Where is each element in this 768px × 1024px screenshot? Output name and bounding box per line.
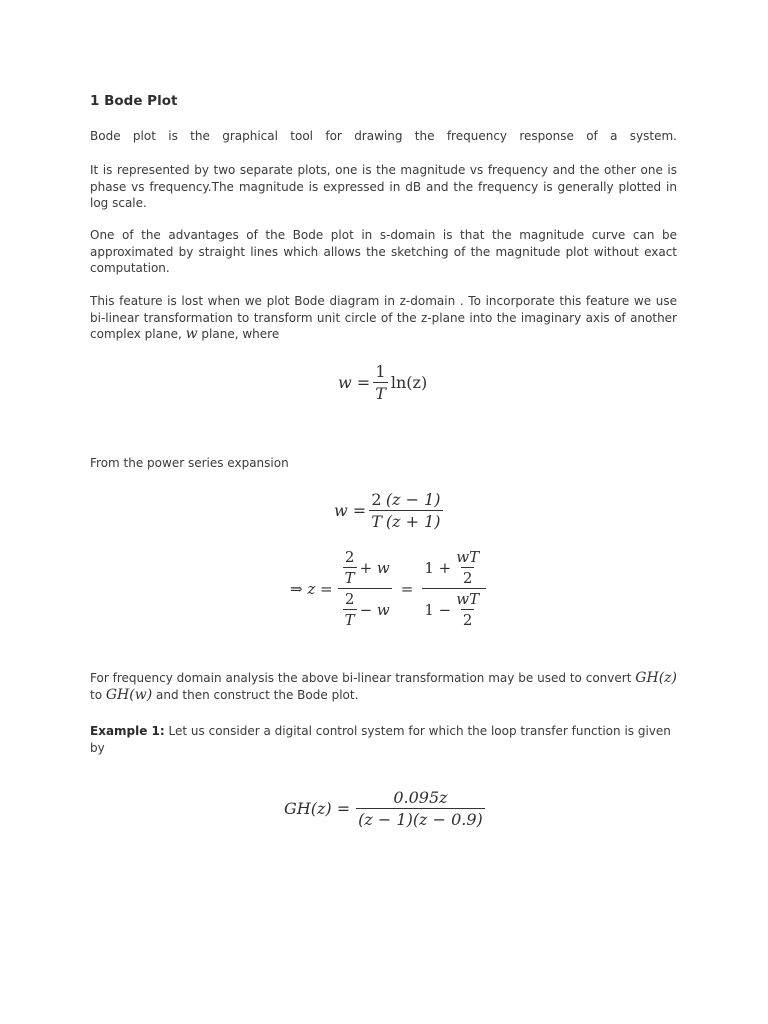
equation-w-bilinear [334,490,446,531]
eq2-lhs: w = [334,501,367,520]
eq1-denominator: T [375,384,386,403]
paragraph-convert [90,670,677,703]
w-variable: w [185,326,198,342]
paragraph-z-domain [90,293,677,343]
example-text: Let us consider a digital control system for which the loop transfer function is given by [90,724,671,755]
eq3-lhs: ⇒ z = [290,579,333,598]
paragraph-example [90,723,677,756]
eq2-numerator-b: (z − 1) [385,490,441,509]
eq1-fraction [373,362,388,403]
paragraph-advantages: One of the advantages of the Bode plot in s-domain is that the magnitude curve can be approximated by straight lines which allows the sketching of the magnitude plot without exact computation. [90,228,677,275]
eq3-c-num: wT [456,548,480,566]
eq3-big-fraction-left [338,548,392,629]
eq2-denominator-a: T [371,512,382,531]
gh-w-term: GH(w) [105,686,153,703]
equation-w-ln [338,362,427,403]
eq1-rhs: ln(z) [390,373,428,392]
eq3-c-den: 2 [462,569,473,587]
eq2-fraction-a [369,490,384,531]
paragraph-two-plots: It is represented by two separate plots, one is the magnitude vs frequency and the other one is phase vs frequency.The magnitude is expressed in dB and the frequency is generally plotted in log scale. [90,163,677,210]
eq2-denominator-b: (z + 1) [385,512,441,531]
eq3-equals: = [400,579,414,598]
eq3-c-pre: 1 + [424,558,452,577]
eq3-big-fraction-right [422,548,486,629]
example-label: Example 1: [90,724,165,738]
eq4-numerator: 0.095z [393,788,448,807]
eq3-b-fraction [343,590,357,629]
eq3-b-num: 2 [344,590,355,608]
eq1-numerator: 1 [375,362,386,381]
eq3-c-fraction [454,548,481,587]
eq3-a-fraction [343,548,357,587]
eq3-a-den: T [344,569,355,587]
eq3-left-denominator [338,588,392,629]
eq4-denominator: (z − 1)(z − 0.9) [358,810,483,829]
paragraph-convert-text: For frequency domain analysis the above bi-linear transformation may be used to convert [90,671,632,685]
eq1-lhs: w = [338,373,371,392]
eq3-d-pre: 1 − [424,600,452,619]
eq3-right-denominator [422,588,486,629]
eq2-fraction-b [384,490,443,531]
eq4-fraction [356,788,485,829]
paragraph-power-series: From the power series expansion [90,456,289,470]
eq3-d-den: 2 [462,611,473,629]
equation-z-of-w [290,548,489,629]
eq3-left-numerator [338,548,392,588]
eq4-lhs: GH(z) = [284,799,351,818]
paragraph-convert-tail: and then construct the Bode plot. [156,687,359,702]
eq3-a-num: 2 [344,548,355,566]
eq3-right-numerator [422,548,486,588]
paragraph-bode-intro: Bode plot is the graphical tool for drawing the frequency response of a system. [90,129,677,143]
section-heading: 1 Bode Plot [90,93,178,109]
paragraph-z-domain-text: This feature is lost when we plot Bode diagram in z-domain . To incorporate this feature we use bi-linear transformation to transform unit circle of the z-plane into the imaginary axis of another complex plane, [90,294,677,341]
eq3-d-fraction [454,590,481,629]
eq3-b-den: T [344,611,355,629]
paragraph-convert-to: to [90,687,103,702]
eq2-numerator-a: 2 [371,490,382,509]
gh-z-term: GH(z) [635,670,677,686]
eq3-b-op: − w [359,600,390,619]
equation-transfer-function [284,788,488,829]
eq3-d-num: wT [456,590,480,608]
paragraph-z-domain-tail: plane, where [201,327,280,341]
eq3-a-op: + w [359,558,390,577]
